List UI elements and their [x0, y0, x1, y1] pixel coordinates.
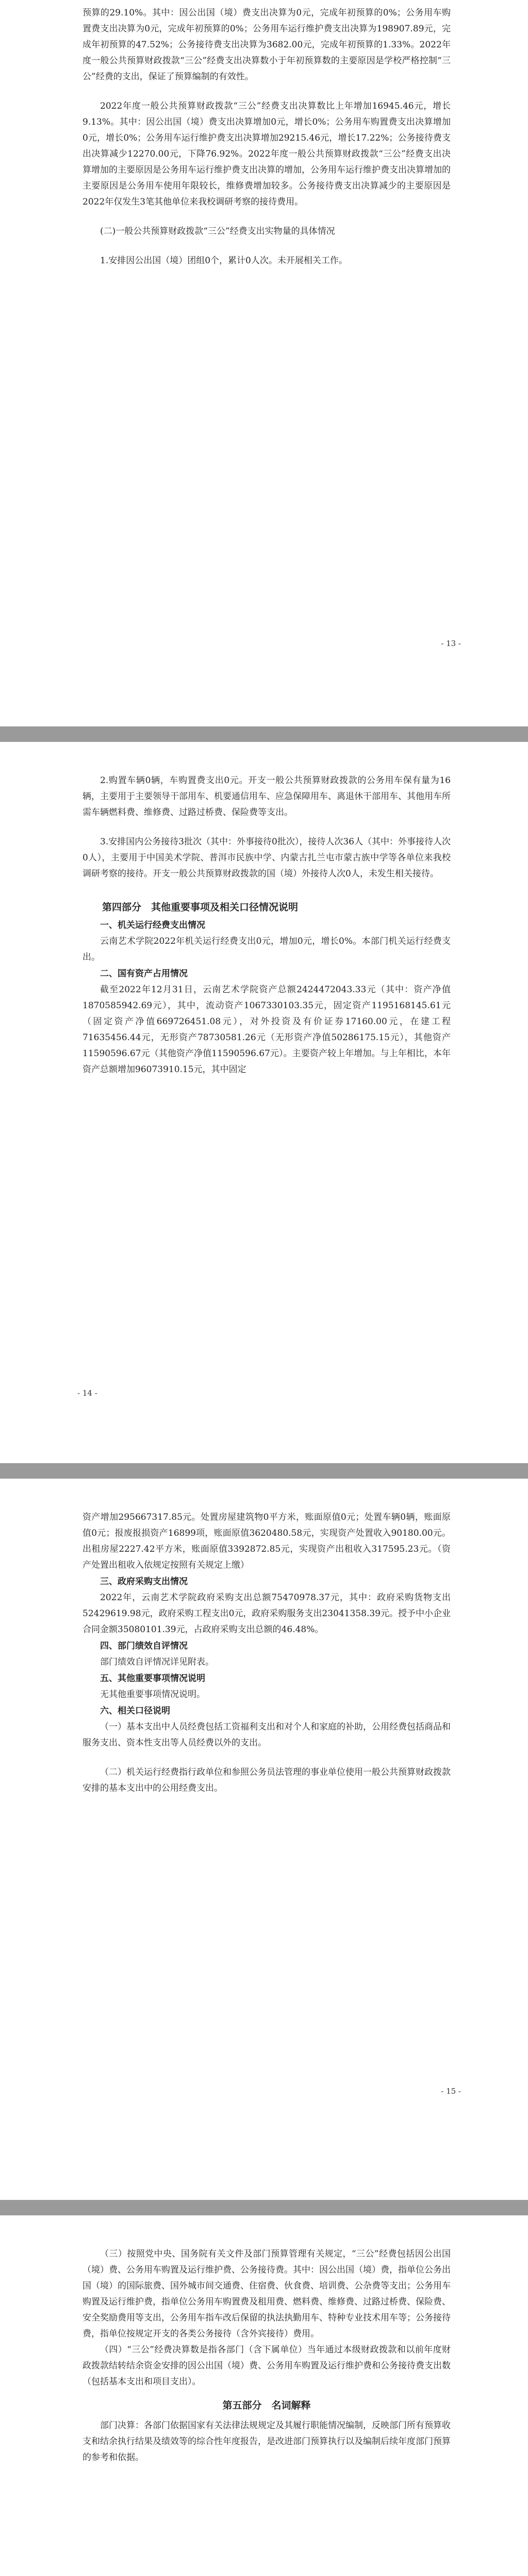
document-page-14	[0, 742, 528, 1463]
section3-title: 三、政府采购支出情况	[100, 1577, 188, 1587]
section4-title: 四、部门绩效自评情况	[100, 1641, 188, 1651]
page-number: - 15 -	[441, 2087, 461, 2096]
item-overseas-trips: 1.安排因公出国（境）团组0个，累计0人次。未开展相关工作。	[100, 256, 348, 266]
page-number: - 13 -	[441, 639, 461, 648]
section6-item3: （三）按照党中央、国务院有关文件及部门预算管理有关规定，“三公”经费包括因公出国（境）费、公务用车购置及运行维护费、公务接待费。其中：因公出国（境）费，指单位公务出国（境）的国际旅费、国外城市间交通费、住宿费、伙食费、培训费、公杂费等支出；公务用车购置及运行维护费，指单位公务用车购置费及租用费、燃料费、维修费、过路过桥费、保险费、安全奖励费用等支出，公务用车指车改后保留的执法执勤用车、特种专业技术用车等；公务接待费，指单位按规定开支的各类公务接待（含外宾接待）费用。	[82, 2249, 451, 2339]
section1-title: 一、机关运行经费支出情况	[100, 920, 205, 930]
section6-title: 六、相关口径说明	[100, 1706, 170, 1716]
document-page-13	[0, 0, 528, 726]
asset-continuation-text: 资产增加295667317.85元。处置房屋建筑物0平方米，账面原值0元；处置车辆0辆，账面原值0元；报废报损资产16899项，账面原值3620480.58元，实现资产处置收入90180.00元。出租房屋2227.42平方米，账面原值3392872.85元，实现资产出租收入317595.23元。（资产处置出租收入依规定按照有关规定上缴）	[82, 1512, 451, 1570]
section6-item2: （二）机关运行经费指行政单位和参照公务员法管理的事业单位使用一般公共预算财政拨款安排的基本支出中的公用经费支出。	[82, 1767, 451, 1793]
section2-title: 二、国有资产占用情况	[100, 969, 188, 979]
section4-text: 部门绩效自评情况详见附表。	[100, 1657, 214, 1667]
part5-text: 部门决算：各部门依据国家有关法律法规规定及其履行职能情况编制，反映部门所有预算收支和结余执行结果及绩效等的综合性年度报告，是改进部门预算执行以及编制后续年度部门预算的参考和依据。	[82, 2420, 451, 2463]
paragraph-budget-summary: 预算的29.10%。其中：因公出国（境）费支出决算为0元，完成年初预算的0%；公务用车购置费支出决算为0元，完成年初预算的0%；公务用车运行维护费支出决算为198907.89元，完成年初预算的47.52%；公务接待费支出决算为3682.00元，完成年初预算的1.33%。2022年度一般公共预算财政拨款“三公”经费支出决算数小于年初预算数的主要原因是学校严格控制“三公”经费的支出，保证了预算编制的有效性。	[82, 8, 451, 82]
section5-text: 无其他重要事项情况说明。	[100, 1689, 205, 1700]
paragraph-yoy-change: 2022年度一般公共预算财政拨款“三公”经费支出决算数比上年增加16945.46元，增长9.13%。其中：因公出国（境）费支出决算增加0元，增长0%；公务用车购置费支出决算增加0元，增长0%；公务用车运行维护费支出决算增加29215.46元，增长17.22%；公务接待费支出决算减少12270.00元，下降76.92%。2022年度一般公共预算财政拨款“三公”经费支出决算增加的主要原因是公务用车运行维护费支出决算的增加，公务用车运行维护费支出决算增加的主要原因是公务用车使用年限较长，维修费增加较多。公务接待费支出决算减少的主要原因是2022年仅发生3笔其他单位来我校调研考察的接待费用。	[82, 101, 451, 207]
document-page-16	[0, 2215, 528, 2576]
section5-title: 五、其他重要事项情况说明	[100, 1673, 205, 1684]
part5-title: 第五部分 名词解释	[222, 2400, 311, 2411]
document-page-15	[0, 1479, 528, 2200]
page-number: - 14 -	[77, 1388, 97, 1398]
section2-text: 截至2022年12月31日，云南艺术学院资产总额2424472043.33元（其中：资产净值1870585942.69元），其中，流动资产1067330103.35元，固定资产1195168145.61元（固定资产净值669726451.08元），对外投资及有价证券17160.00元，在建工程71635456.44元，无形资产78730581.26元（无形资产净值50286175.15元），其他资产11590596.67元（其他资产净值11590596.67元）。主要资产较上年增加。与上年相比，本年资产总额增加96073910.15元，其中固定	[82, 985, 451, 1075]
sub-heading-physical-quantity: (二)一般公共预算财政拨款“三公”经费支出实物量的具体情况	[100, 226, 335, 236]
part4-title: 第四部分 其他重要事项及相关口径情况说明	[102, 902, 299, 913]
item-vehicle-purchase: 2.购置车辆0辆，车购置费支出0元。开支一般公共预算财政拨款的公务用车保有量为16辆，主要用于主要领导干部用车、机要通信用车、应急保障用车、离退休干部用车、其他用车所需车辆燃料费、维修费、过路过桥费、保险费等支出。	[82, 775, 451, 818]
section6-item1: （一）基本支出中人员经费包括工资福利支出和对个人和家庭的补助，公用经费包括商品和服务支出、资本性支出等人员经费以外的支出。	[82, 1722, 451, 1748]
item-domestic-reception: 3.安排国内公务接待3批次（其中：外事接待0批次），接待人次36人（其中：外事接待人次0人），主要用于中国美术学院、普洱市民族中学、内蒙古扎兰屯市蒙古族中学等各单位来我校调研考察的接待。开支一般公共预算财政拨款的国（境）外接待人次0人，未发生相关接待。	[82, 837, 451, 879]
section3-text: 2022年，云南艺术学院政府采购支出总额75470978.37元，其中：政府采购货物支出52429619.98元，政府采购工程支出0元，政府采购服务支出23041358.39元。授予中小企业合同金额35080101.39元，占政府采购支出总额的46.48%。	[82, 1592, 451, 1635]
section6-item4: （四）“三公”经费决算数是指各部门（含下属单位）当年通过本级财政拨款和以前年度财政拨款结转结余资金安排的因公出国（境）费、公务用车购置及运行维护费和公务接待费支出数（包括基本支出和项目支出）。	[82, 2345, 451, 2387]
section1-text: 云南艺术学院2022年机关运行经费支出0元，增加0元，增长0%。本部门机关运行经费支出。	[82, 936, 451, 962]
